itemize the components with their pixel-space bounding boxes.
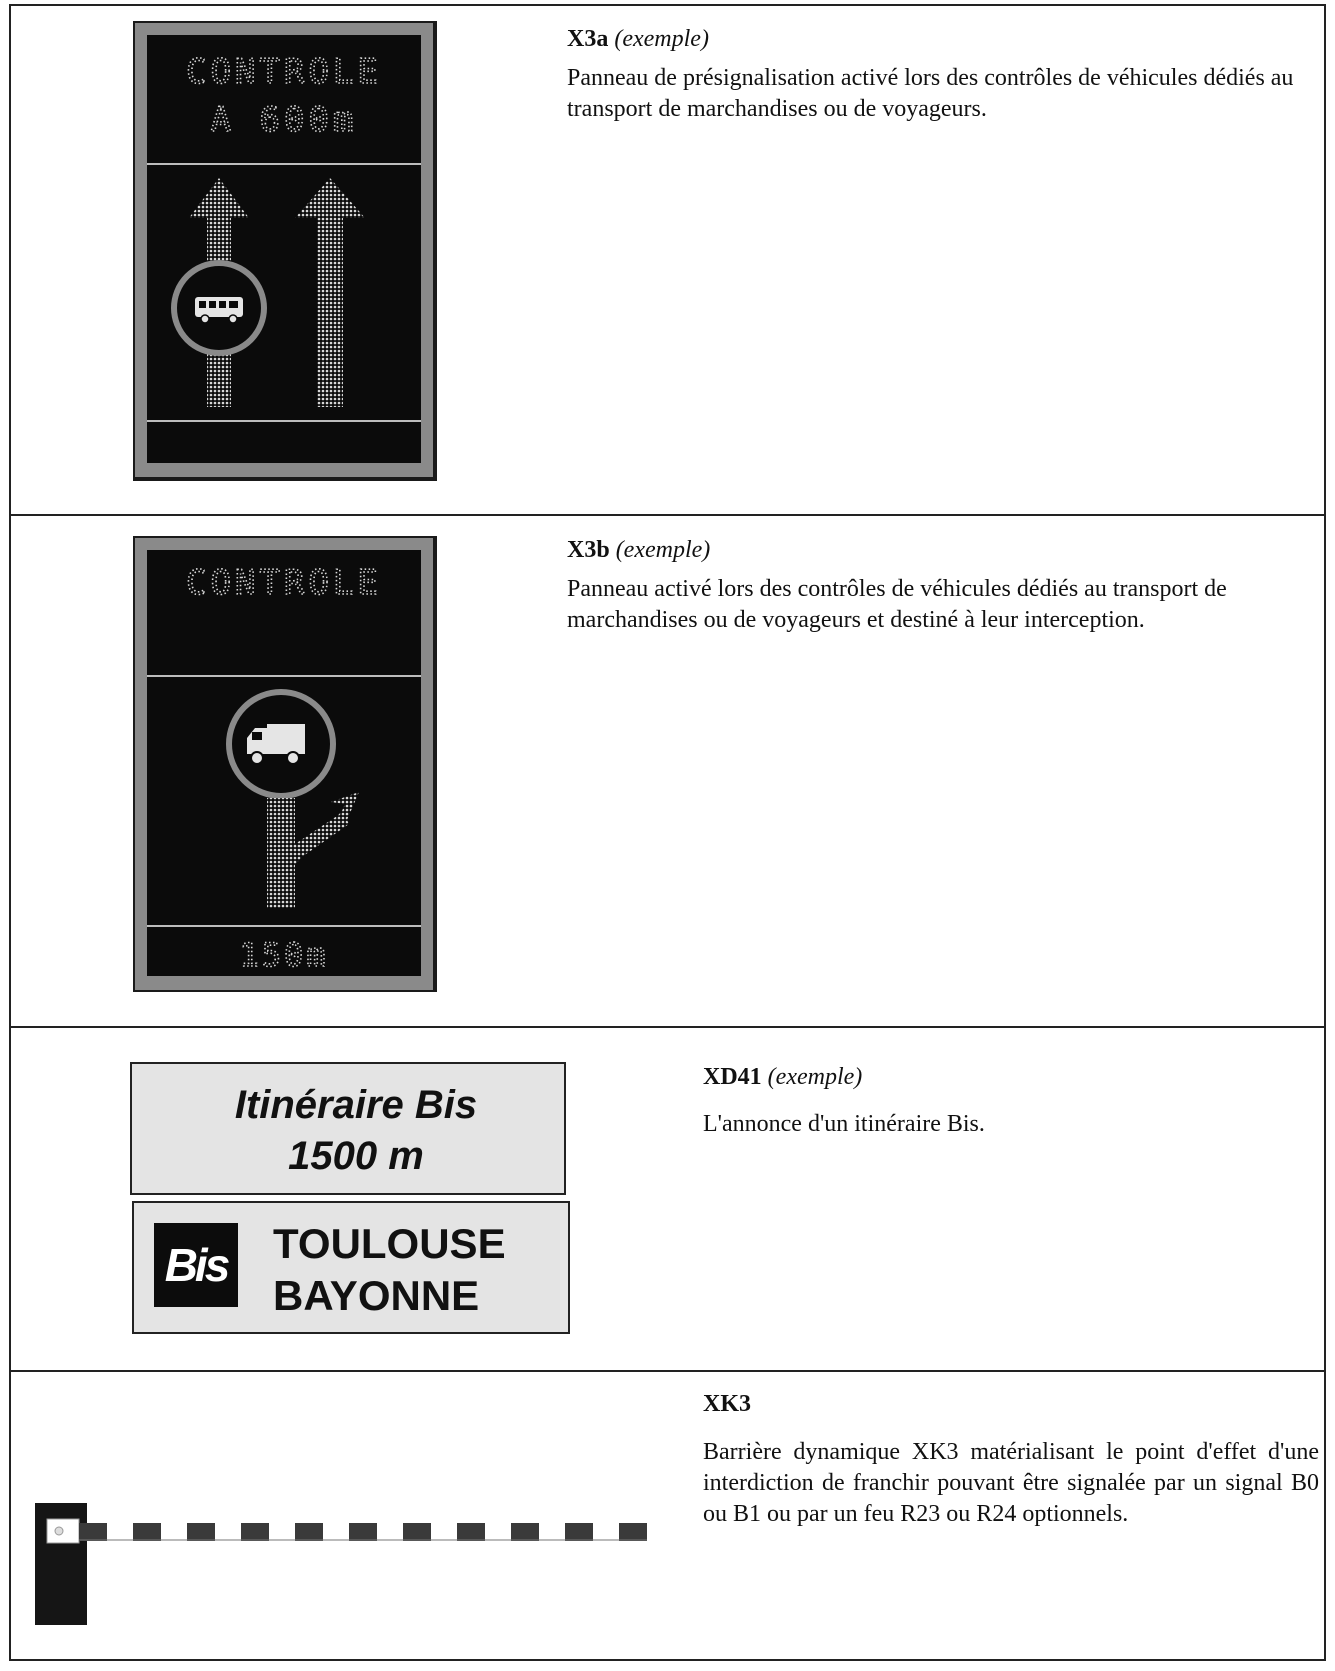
- x3a-description: Panneau de présignalisation activé lors des contrôles de véhicules dédiés au transport de marchandises ou de voyageurs.: [567, 65, 1294, 122]
- x3a-note: (exemple): [614, 26, 709, 52]
- destination-1: TOULOUSE: [273, 1220, 506, 1267]
- x3a-text: [567, 24, 1297, 125]
- xd41-description: L'annonce d'un itinéraire Bis.: [703, 1111, 985, 1137]
- xd41-note: (exemple): [767, 1064, 863, 1090]
- x3a-code: X3a: [567, 26, 609, 52]
- x3b-code: X3b: [567, 537, 610, 563]
- xd41-code: XD41: [703, 1064, 762, 1090]
- dynamic-barrier-icon: [35, 1503, 655, 1625]
- x3b-panel-figure: [133, 536, 437, 992]
- sign-top-line-2: 1500 m: [288, 1134, 424, 1178]
- no-truck-sign-icon: [229, 692, 333, 796]
- bis-destination-sign: [132, 1201, 570, 1334]
- sign-top-line-1: Itinéraire Bis: [234, 1083, 478, 1127]
- row-xk3: [11, 1370, 1324, 1660]
- signs-table: [9, 4, 1326, 1661]
- xk3-barrier-figure: [35, 1503, 655, 1625]
- xd41-sign-figure: [130, 1062, 570, 1334]
- no-bus-sign-icon: [174, 263, 264, 353]
- itineraire-bis-distance-sign: [130, 1062, 566, 1195]
- xk3-code: XK3: [703, 1391, 751, 1417]
- x3a-panel-line-1: CONTROLE: [186, 52, 382, 92]
- x3b-panel-bottom: 150m: [239, 936, 329, 974]
- x3b-note: (exemple): [615, 537, 711, 563]
- x3b-panel-line-1: CONTROLE: [186, 563, 382, 603]
- xk3-text: [703, 1389, 1319, 1530]
- row-xd41: [11, 1026, 1324, 1370]
- destination-2: BAYONNE: [273, 1272, 480, 1319]
- x3a-vms-panel: [133, 21, 437, 481]
- x3a-panel-figure: [133, 21, 437, 481]
- bis-badge: Bis: [154, 1223, 238, 1307]
- x3a-panel-line-2: A 600m: [210, 100, 358, 140]
- x3b-description: Panneau activé lors des contrôles de véhicules dédiés au transport de marchandises ou de voyageurs et destiné à leur interception.: [567, 576, 1227, 633]
- xd41-text: [703, 1062, 1303, 1140]
- row-x3a: [11, 6, 1324, 514]
- x3b-vms-panel: [133, 536, 437, 992]
- row-x3b: [11, 514, 1324, 1026]
- x3b-text: [567, 535, 1297, 636]
- xk3-description: Barrière dynamique XK3 matérialisant le point d'effet d'une interdiction de franchir pouvant être signalée par un signal B0 ou B1 ou par un feu R23 ou R24 optionnels.: [703, 1439, 1319, 1527]
